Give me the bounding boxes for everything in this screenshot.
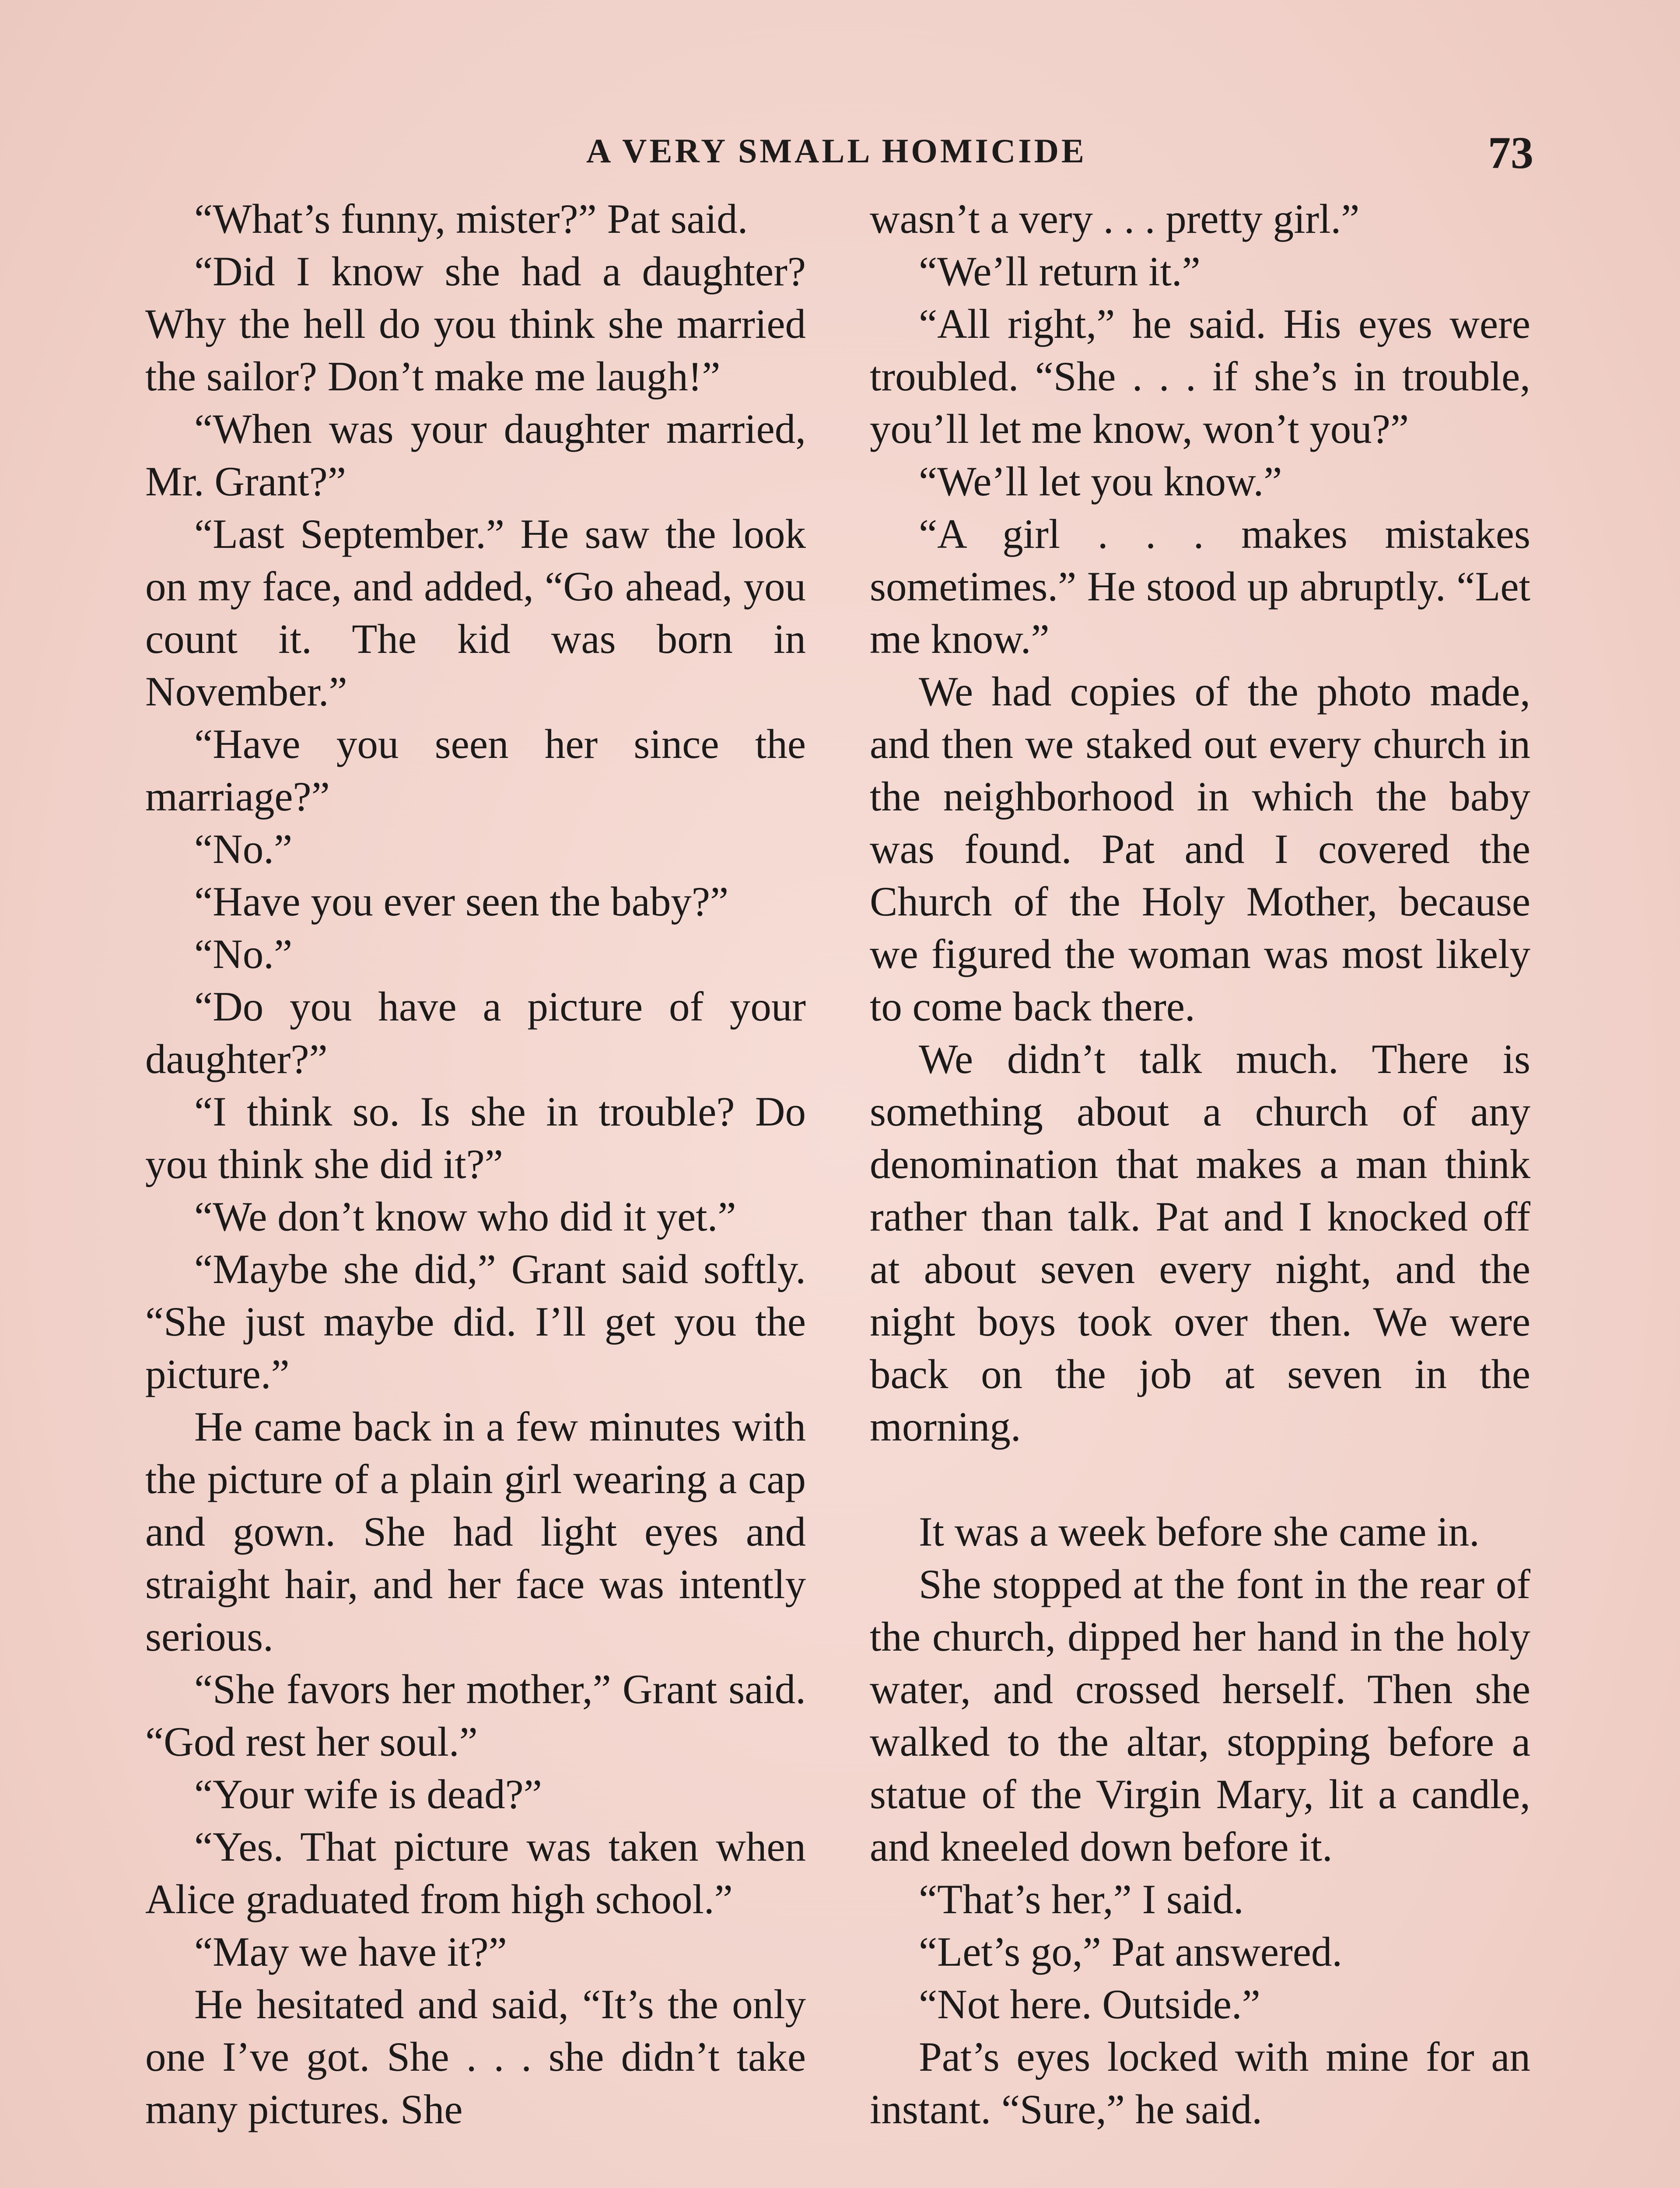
paragraph: “Your wife is dead?” <box>194 1771 542 1817</box>
paragraph: “Did I know she had a daughter? Why the hell do you think she married the sailor? Don’t make me laugh!” <box>145 248 806 400</box>
paragraph: “Yes. That picture was taken when Alice graduated from high school.” <box>145 1823 806 1922</box>
paragraph: “What’s funny, mister?” Pat said. <box>194 196 748 242</box>
paragraph-continued: wasn’t a very . . . pretty girl.” <box>870 196 1360 242</box>
paragraph: “May we have it?” <box>194 1929 507 1975</box>
paragraph: “All right,” he said. His eyes were troubled. “She . . . if she’s in trouble, you’ll let me know, won’t you?” <box>870 301 1530 452</box>
paragraph: “Last September.” He saw the look on my face, and added, “Go ahead, you count it. The kid was born in November.” <box>145 511 806 715</box>
running-title: A VERY SMALL HOMICIDE <box>586 132 1087 170</box>
paragraph: “She favors her mother,” Grant said. “God rest her soul.” <box>145 1666 806 1765</box>
paragraph: “I think so. Is she in trouble? Do you think she did it?” <box>145 1088 806 1187</box>
paragraph: “Maybe she did,” Grant said softly. “She just maybe did. I’ll get you the picture.” <box>145 1246 806 1397</box>
paragraph: “That’s her,” I said. <box>919 1876 1244 1922</box>
paragraph: Pat’s eyes locked with mine for an instant. “Sure,” he said. <box>870 2034 1530 2132</box>
paragraph: She stopped at the font in the rear of the church, dipped her hand in the holy water, and crossed herself. Then she walked to the altar, stopping before a statue of the Virgin Mary, lit a candle, and kneeled down before it. <box>870 1561 1530 1870</box>
paragraph: “Do you have a picture of your daughter?” <box>145 983 806 1082</box>
paragraph: He hesitated and said, “It’s the only one I’ve got. She . . . she didn’t take many pictures. She <box>145 1981 806 2132</box>
left-column <box>145 193 806 2135</box>
paragraph: It was a week before she came in. <box>919 1508 1480 1555</box>
page-number: 73 <box>1488 128 1533 178</box>
paragraph: We didn’t talk much. There is something about a church of any denomination that makes a man think rather than talk. Pat and I knocked off at about seven every night, and the night boys took over then. We were back on the job at seven in the morning. <box>870 1036 1530 1450</box>
paragraph: “Not here. Outside.” <box>919 1981 1260 2027</box>
paragraph: “Have you seen her since the marriage?” <box>145 721 806 820</box>
paragraph: We had copies of the photo made, and then we staked out every church in the neighborhood in which the baby was found. Pat and I covered the Church of the Holy Mother, because we figured the woman was most likely to come back there. <box>870 668 1530 1030</box>
paragraph: “We don’t know who did it yet.” <box>194 1193 736 1240</box>
paragraph: “We’ll return it.” <box>919 248 1200 295</box>
paragraph: “When was your daughter married, Mr. Grant?” <box>145 406 806 505</box>
paragraph: He came back in a few minutes with the picture of a plain girl wearing a cap and gown. She had light eyes and straight hair, and her face was intently serious. <box>145 1403 806 1660</box>
paragraph: “No.” <box>194 931 293 977</box>
paragraph: “Have you ever seen the baby?” <box>194 878 729 925</box>
paragraph: “We’ll let you know.” <box>919 458 1282 505</box>
paragraph: “Let’s go,” Pat answered. <box>919 1929 1343 1975</box>
paragraph: “No.” <box>194 826 293 872</box>
paragraph: “A girl . . . makes mistakes sometimes.” He stood up abruptly. “Let me know.” <box>870 511 1530 662</box>
right-column <box>870 193 1530 2135</box>
